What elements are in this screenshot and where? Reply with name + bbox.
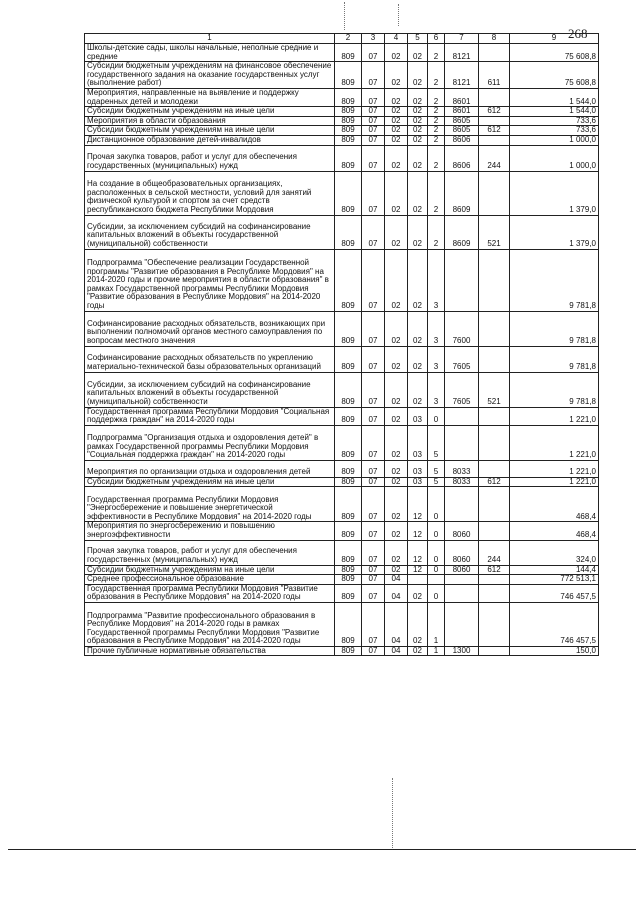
column-header: 6 <box>428 34 445 44</box>
row-code-c2: 809 <box>335 565 362 575</box>
table-row <box>85 135 599 145</box>
row-amount: 75 608,8 <box>510 44 599 62</box>
row-code-c3: 07 <box>362 540 385 565</box>
row-description: Мероприятия по организации отдыха и оздоровления детей <box>85 460 335 477</box>
row-code-c2: 809 <box>335 540 362 565</box>
table-row <box>85 575 599 585</box>
row-code-c7: 8605 <box>445 126 479 136</box>
row-amount: 468,4 <box>510 487 599 522</box>
column-header: 1 <box>85 34 335 44</box>
row-description: Дистанционное образование детей-инвалидов <box>85 135 335 145</box>
row-code-c2: 809 <box>335 126 362 136</box>
row-amount: 75 608,8 <box>510 62 599 89</box>
row-amount: 150,0 <box>510 646 599 656</box>
row-code-c7 <box>445 407 479 425</box>
row-code-c2: 809 <box>335 249 362 311</box>
row-code-c8 <box>479 487 510 522</box>
table-row <box>85 540 599 565</box>
row-code-c4: 02 <box>385 107 408 117</box>
row-code-c4: 02 <box>385 346 408 372</box>
row-amount: 1 221,0 <box>510 425 599 460</box>
row-code-c3: 07 <box>362 171 385 215</box>
row-code-c8 <box>479 88 510 106</box>
row-description: Мероприятия в области образования <box>85 116 335 126</box>
row-description: Мероприятия по энергосбережению и повышению энергоэффективности <box>85 522 335 540</box>
row-description: На создание в общеобразовательных организациях, расположенных в сельской местности, условий для занятий физической культурой и спортом за счет средств республиканского бюджета Республики Мордовия <box>85 171 335 215</box>
row-code-c6: 2 <box>428 126 445 136</box>
row-code-c7: 8605 <box>445 116 479 126</box>
row-code-c2: 809 <box>335 135 362 145</box>
row-code-c5: 02 <box>408 88 428 106</box>
row-amount: 733,6 <box>510 126 599 136</box>
row-amount: 9 781,8 <box>510 311 599 346</box>
row-code-c6: 3 <box>428 372 445 407</box>
row-code-c6: 0 <box>428 407 445 425</box>
row-code-c8 <box>479 646 510 656</box>
header-row <box>85 34 599 44</box>
row-amount: 733,6 <box>510 116 599 126</box>
row-code-c3: 07 <box>362 646 385 656</box>
row-code-c4: 04 <box>385 602 408 646</box>
row-code-c8 <box>479 249 510 311</box>
row-description: Субсидии бюджетным учреждениям на финансовое обеспечение государственного задания на оказание государственных услуг (выполнение работ) <box>85 62 335 89</box>
row-code-c6: 1 <box>428 646 445 656</box>
row-code-c4: 04 <box>385 575 408 585</box>
row-code-c7 <box>445 425 479 460</box>
table-row <box>85 88 599 106</box>
row-code-c6: 0 <box>428 565 445 575</box>
row-code-c6: 2 <box>428 145 445 171</box>
row-description: Субсидии бюджетным учреждениям на иные цели <box>85 565 335 575</box>
row-description: Субсидии, за исключением субсидий на софинансирование капитальных вложений в объекты государственной (муниципальной) собственности <box>85 215 335 249</box>
row-code-c4: 02 <box>385 372 408 407</box>
row-code-c2: 809 <box>335 575 362 585</box>
row-amount: 1 221,0 <box>510 477 599 487</box>
row-code-c5: 02 <box>408 44 428 62</box>
row-code-c7: 8121 <box>445 62 479 89</box>
row-code-c3: 07 <box>362 372 385 407</box>
row-description: Мероприятия, направленные на выявление и поддержку одаренных детей и молодежи <box>85 88 335 106</box>
scan-artifact-top-2 <box>398 4 399 26</box>
column-header: 3 <box>362 34 385 44</box>
row-description: Прочая закупка товаров, работ и услуг для обеспечения государственных (муниципальных) нужд <box>85 145 335 171</box>
row-code-c4: 02 <box>385 126 408 136</box>
row-code-c4: 02 <box>385 249 408 311</box>
row-code-c3: 07 <box>362 44 385 62</box>
column-header: 7 <box>445 34 479 44</box>
row-code-c5: 02 <box>408 62 428 89</box>
row-code-c5: 02 <box>408 145 428 171</box>
row-code-c4: 02 <box>385 540 408 565</box>
row-code-c5: 02 <box>408 249 428 311</box>
row-code-c4: 02 <box>385 44 408 62</box>
row-code-c3: 07 <box>362 565 385 575</box>
row-code-c6: 5 <box>428 425 445 460</box>
row-code-c2: 809 <box>335 487 362 522</box>
row-code-c6: 3 <box>428 249 445 311</box>
table-body <box>85 44 599 656</box>
page-number: 268 <box>568 26 588 41</box>
row-code-c5: 02 <box>408 346 428 372</box>
row-code-c4: 02 <box>385 425 408 460</box>
table-row <box>85 487 599 522</box>
row-code-c3: 07 <box>362 602 385 646</box>
row-description: Школы-детские сады, школы начальные, неполные средние и средние <box>85 44 335 62</box>
row-code-c4: 02 <box>385 116 408 126</box>
column-header: 4 <box>385 34 408 44</box>
row-amount: 9 781,8 <box>510 346 599 372</box>
table-row <box>85 460 599 477</box>
row-description: Государственная программа Республики Мордовия "Развитие образования в Республике Мордовия" на 2014-2020 годы <box>85 584 335 602</box>
table-row <box>85 249 599 311</box>
row-code-c5: 03 <box>408 407 428 425</box>
row-code-c6: 0 <box>428 487 445 522</box>
column-header: 8 <box>479 34 510 44</box>
row-description: Подпрограмма "Развитие профессионального образования в Республике Мордовия" на 2014-2020 годы в рамках Государственной программы Республики Мордовия "Развитие образования в Республике Мордовия" на 2014-2020 годы <box>85 602 335 646</box>
table-row <box>85 346 599 372</box>
table-row <box>85 171 599 215</box>
row-code-c4: 02 <box>385 311 408 346</box>
row-code-c8 <box>479 584 510 602</box>
row-amount: 1 544,0 <box>510 88 599 106</box>
row-amount: 1 544,0 <box>510 107 599 117</box>
row-code-c2: 809 <box>335 646 362 656</box>
row-code-c2: 809 <box>335 477 362 487</box>
row-code-c3: 07 <box>362 487 385 522</box>
row-code-c2: 809 <box>335 425 362 460</box>
row-code-c5: 03 <box>408 425 428 460</box>
row-code-c7 <box>445 575 479 585</box>
row-code-c6: 2 <box>428 88 445 106</box>
row-code-c2: 809 <box>335 522 362 540</box>
row-code-c4: 04 <box>385 646 408 656</box>
row-code-c7: 8060 <box>445 522 479 540</box>
table-row <box>85 126 599 136</box>
row-amount: 9 781,8 <box>510 249 599 311</box>
table-row <box>85 477 599 487</box>
row-code-c5: 02 <box>408 646 428 656</box>
row-code-c3: 07 <box>362 107 385 117</box>
table-row <box>85 565 599 575</box>
row-code-c3: 07 <box>362 145 385 171</box>
table-row <box>85 116 599 126</box>
page-bottom-rule <box>8 849 636 850</box>
table-row <box>85 646 599 656</box>
row-code-c4: 02 <box>385 407 408 425</box>
row-code-c3: 07 <box>362 126 385 136</box>
row-code-c6: 2 <box>428 171 445 215</box>
row-code-c6: 2 <box>428 44 445 62</box>
row-code-c5: 02 <box>408 372 428 407</box>
row-code-c5: 12 <box>408 540 428 565</box>
row-code-c6: 0 <box>428 540 445 565</box>
table-row <box>85 407 599 425</box>
table-row <box>85 44 599 62</box>
row-code-c2: 809 <box>335 460 362 477</box>
table-row <box>85 311 599 346</box>
row-description: Софинансирование расходных обязательств, возникающих при выполнении полномочий органов местного самоуправления по вопросам местного значения <box>85 311 335 346</box>
column-header: 2 <box>335 34 362 44</box>
table-row <box>85 584 599 602</box>
row-code-c2: 809 <box>335 44 362 62</box>
row-code-c7: 1300 <box>445 646 479 656</box>
row-code-c4: 02 <box>385 88 408 106</box>
row-code-c8 <box>479 346 510 372</box>
row-code-c2: 809 <box>335 145 362 171</box>
row-code-c5: 02 <box>408 171 428 215</box>
row-code-c7: 7605 <box>445 372 479 407</box>
row-code-c4: 02 <box>385 565 408 575</box>
row-code-c8 <box>479 425 510 460</box>
row-code-c2: 809 <box>335 602 362 646</box>
row-code-c5: 02 <box>408 107 428 117</box>
row-code-c6: 0 <box>428 584 445 602</box>
row-code-c8: 612 <box>479 565 510 575</box>
row-amount: 1 000,0 <box>510 135 599 145</box>
row-code-c5: 02 <box>408 135 428 145</box>
row-code-c8 <box>479 460 510 477</box>
row-description: Субсидии бюджетным учреждениям на иные цели <box>85 107 335 117</box>
row-code-c7: 8609 <box>445 215 479 249</box>
row-code-c5: 12 <box>408 565 428 575</box>
row-code-c4: 02 <box>385 522 408 540</box>
row-code-c8 <box>479 135 510 145</box>
row-code-c3: 07 <box>362 62 385 89</box>
row-code-c6: 1 <box>428 602 445 646</box>
row-code-c2: 809 <box>335 171 362 215</box>
column-header: 9 <box>510 34 599 44</box>
row-code-c4: 02 <box>385 215 408 249</box>
row-code-c7: 8601 <box>445 88 479 106</box>
row-amount: 772 513,1 <box>510 575 599 585</box>
row-code-c2: 809 <box>335 116 362 126</box>
row-code-c5: 02 <box>408 584 428 602</box>
row-code-c7: 8033 <box>445 477 479 487</box>
row-code-c8 <box>479 44 510 62</box>
row-code-c4: 02 <box>385 460 408 477</box>
row-code-c2: 809 <box>335 346 362 372</box>
row-code-c7: 8060 <box>445 540 479 565</box>
row-amount: 324,0 <box>510 540 599 565</box>
row-code-c5: 02 <box>408 215 428 249</box>
row-code-c6: 3 <box>428 346 445 372</box>
row-description: Государственная программа Республики Мордовия "Социальная поддержка граждан" на 2014-2020 годы <box>85 407 335 425</box>
row-code-c6: 0 <box>428 522 445 540</box>
row-amount: 1 221,0 <box>510 460 599 477</box>
row-code-c2: 809 <box>335 107 362 117</box>
row-code-c6: 2 <box>428 116 445 126</box>
row-code-c7: 7605 <box>445 346 479 372</box>
row-code-c3: 07 <box>362 460 385 477</box>
row-code-c3: 07 <box>362 135 385 145</box>
row-code-c3: 07 <box>362 425 385 460</box>
row-code-c3: 07 <box>362 88 385 106</box>
row-code-c8 <box>479 311 510 346</box>
row-code-c4: 02 <box>385 135 408 145</box>
row-code-c8: 244 <box>479 145 510 171</box>
row-code-c3: 07 <box>362 477 385 487</box>
row-code-c8: 612 <box>479 126 510 136</box>
table-row <box>85 62 599 89</box>
row-code-c8 <box>479 407 510 425</box>
row-amount: 9 781,8 <box>510 372 599 407</box>
row-code-c4: 02 <box>385 477 408 487</box>
row-description: Подпрограмма "Обеспечение реализации Государственной программы "Развитие образования в Республике Мордовия" на 2014-2020 годы и прочие мероприятия в области образования" в рамках Государственной программы Республики Мордовия "Развитие образования в Республике Мордовия" на 2014-2020 годы <box>85 249 335 311</box>
row-code-c7: 8033 <box>445 460 479 477</box>
row-description: Субсидии бюджетным учреждениям на иные цели <box>85 126 335 136</box>
row-amount: 746 457,5 <box>510 602 599 646</box>
row-code-c8 <box>479 602 510 646</box>
row-code-c3: 07 <box>362 575 385 585</box>
table-row <box>85 215 599 249</box>
row-code-c2: 809 <box>335 584 362 602</box>
row-code-c5: 03 <box>408 477 428 487</box>
row-amount: 144,4 <box>510 565 599 575</box>
row-code-c2: 809 <box>335 215 362 249</box>
row-code-c6: 3 <box>428 311 445 346</box>
row-code-c7: 8060 <box>445 565 479 575</box>
row-code-c3: 07 <box>362 215 385 249</box>
table-row <box>85 107 599 117</box>
row-amount: 1 379,0 <box>510 171 599 215</box>
row-code-c3: 07 <box>362 346 385 372</box>
row-code-c8 <box>479 575 510 585</box>
row-code-c5: 02 <box>408 602 428 646</box>
table-row <box>85 372 599 407</box>
row-code-c2: 809 <box>335 407 362 425</box>
row-amount: 1 379,0 <box>510 215 599 249</box>
row-code-c8: 612 <box>479 477 510 487</box>
budget-table <box>84 33 599 656</box>
row-code-c6: 5 <box>428 477 445 487</box>
table-row <box>85 425 599 460</box>
row-code-c5: 02 <box>408 311 428 346</box>
row-code-c3: 07 <box>362 116 385 126</box>
row-description: Подпрограмма "Организация отдыха и оздоровления детей" в рамках Государственной программы Республики Мордовия "Социальная поддержка граждан" на 2014-2020 годы <box>85 425 335 460</box>
scan-artifact-bottom <box>392 778 393 848</box>
row-code-c7: 8121 <box>445 44 479 62</box>
row-code-c8 <box>479 171 510 215</box>
row-code-c4: 02 <box>385 62 408 89</box>
row-amount: 468,4 <box>510 522 599 540</box>
table-row <box>85 145 599 171</box>
row-code-c3: 07 <box>362 522 385 540</box>
row-code-c8: 611 <box>479 62 510 89</box>
row-code-c6: 2 <box>428 215 445 249</box>
row-code-c8: 521 <box>479 215 510 249</box>
row-code-c5 <box>408 575 428 585</box>
row-code-c5: 12 <box>408 487 428 522</box>
row-code-c4: 02 <box>385 171 408 215</box>
row-code-c6: 2 <box>428 135 445 145</box>
row-description: Субсидии, за исключением субсидий на софинансирование капитальных вложений в объекты государственной (муниципальной) собственности <box>85 372 335 407</box>
row-code-c2: 809 <box>335 62 362 89</box>
row-code-c3: 07 <box>362 584 385 602</box>
row-code-c8 <box>479 522 510 540</box>
row-description: Прочая закупка товаров, работ и услуг для обеспечения государственных (муниципальных) нужд <box>85 540 335 565</box>
row-code-c3: 07 <box>362 249 385 311</box>
row-code-c4: 02 <box>385 145 408 171</box>
row-code-c7: 8609 <box>445 171 479 215</box>
row-code-c5: 03 <box>408 460 428 477</box>
row-code-c7 <box>445 249 479 311</box>
row-code-c5: 02 <box>408 126 428 136</box>
row-code-c8: 244 <box>479 540 510 565</box>
row-code-c6: 5 <box>428 460 445 477</box>
table-row <box>85 522 599 540</box>
column-header: 5 <box>408 34 428 44</box>
table-header <box>85 34 599 44</box>
row-code-c3: 07 <box>362 407 385 425</box>
row-code-c4: 04 <box>385 584 408 602</box>
row-code-c7 <box>445 487 479 522</box>
row-code-c5: 02 <box>408 116 428 126</box>
row-description: Софинансирование расходных обязательств по укреплению материально-технической базы образовательных организаций <box>85 346 335 372</box>
row-amount: 1 221,0 <box>510 407 599 425</box>
row-code-c6: 2 <box>428 62 445 89</box>
row-code-c8 <box>479 116 510 126</box>
row-code-c7: 7600 <box>445 311 479 346</box>
row-code-c3: 07 <box>362 311 385 346</box>
row-description: Прочие публичные нормативные обязательства <box>85 646 335 656</box>
row-description: Среднее профессиональное образование <box>85 575 335 585</box>
table-row <box>85 602 599 646</box>
row-code-c2: 809 <box>335 88 362 106</box>
row-code-c8: 521 <box>479 372 510 407</box>
row-code-c7 <box>445 584 479 602</box>
row-code-c6 <box>428 575 445 585</box>
row-code-c4: 02 <box>385 487 408 522</box>
row-description: Субсидии бюджетным учреждениям на иные цели <box>85 477 335 487</box>
row-amount: 1 000,0 <box>510 145 599 171</box>
row-amount: 746 457,5 <box>510 584 599 602</box>
row-code-c6: 2 <box>428 107 445 117</box>
row-code-c7: 8601 <box>445 107 479 117</box>
row-description: Государственная программа Республики Мордовия "Энергосбережение и повышение энергетической эффективности в Республике Мордовия" на 2014-2020 годы <box>85 487 335 522</box>
row-code-c2: 809 <box>335 311 362 346</box>
scan-artifact-top <box>344 2 345 30</box>
row-code-c2: 809 <box>335 372 362 407</box>
row-code-c7: 8606 <box>445 135 479 145</box>
row-code-c5: 12 <box>408 522 428 540</box>
row-code-c7 <box>445 602 479 646</box>
row-code-c8: 612 <box>479 107 510 117</box>
row-code-c7: 8606 <box>445 145 479 171</box>
